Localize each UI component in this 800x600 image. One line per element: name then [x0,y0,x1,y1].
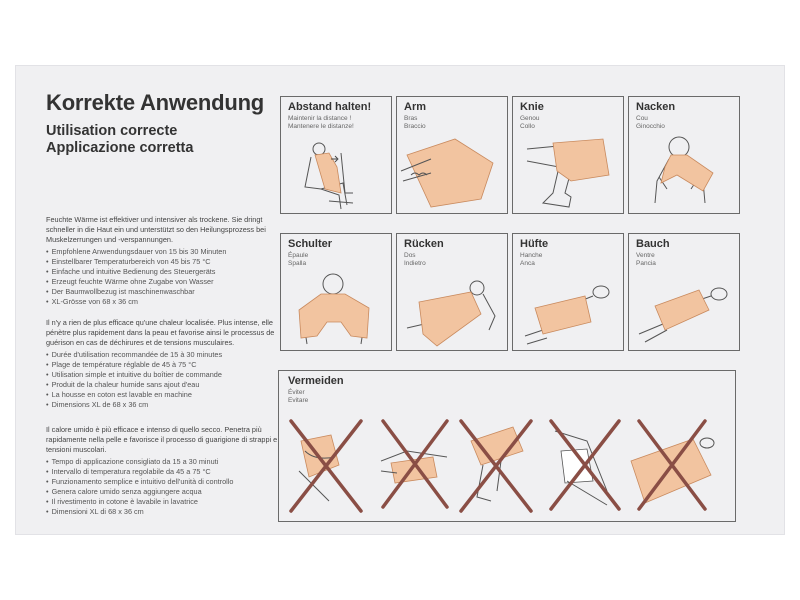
panel-label-french: Cou [636,115,648,122]
intro-paragraph: Il calore umido è più efficace e intenso di quello secco. Penetra più rapidamente nella pelle e favorisce il processo di guarigione di strappi e tensioni muscolari. [46,425,278,454]
list-item: • La housse en coton est lavable en machine [46,390,278,400]
list-item: • Intervallo di temperatura regolabile da 45 a 75 °C [46,467,278,477]
panel-label-italian: Anca [520,260,535,267]
panel-neck [628,96,740,214]
panel-hip [512,233,624,351]
feature-list [46,247,278,307]
feature-list [46,457,278,517]
list-item: • Dimensioni XL di 68 x 36 cm [46,507,278,517]
panel-label-italian: Pancia [636,260,656,267]
panel-keep-distance [280,96,392,214]
list-item: • Einstellbarer Temperaturbereich von 45 bis 75 °C [46,257,278,267]
avoid-figures-icon [279,371,737,523]
panel-label-french: Hanche [520,252,543,259]
panel-label-italian: Indietro [404,260,426,267]
feature-list [46,350,278,410]
list-item: • Genera calore umido senza aggiungere acqua [46,487,278,497]
panel-label-french: Éviter [288,389,305,396]
list-item: • XL-Grösse von 68 x 36 cm [46,297,278,307]
list-item: • Der Baumwollbezug ist maschinenwaschbar [46,287,278,297]
panel-label-french: Bras [404,115,418,122]
panel-title: Nacken [636,101,676,113]
list-item: • Plage de température réglable de 45 à 75 °C [46,360,278,370]
heading-german: Korrekte Anwendung [46,90,265,115]
panel-label-french: Épaule [288,252,309,259]
panel-title: Vermeiden [288,375,344,387]
text-block-german [46,215,278,307]
list-item: • Einfache und intuitive Bedienung des Steuergeräts [46,267,278,277]
heading-italian: Applicazione corretta [46,140,194,156]
panel-title: Arm [404,101,427,113]
panel-label-italian: Braccio [404,123,426,130]
text-block-italian [46,425,278,517]
list-item: • Utilisation simple et intuitive du boîtier de commande [46,370,278,380]
panel-title: Schulter [288,238,333,250]
intro-paragraph: Feuchte Wärme ist effektiver und intensiver als trockene. Sie dringt schneller in die Haut ein und unterstützt so den Heilungsprozess bei Muskelzerrungen und -verspannungen. [46,215,266,244]
panel-label-french: Maintenir la distance ! [288,115,352,122]
list-item: • Erzeugt feuchte Wärme ohne Zugabe von Wasser [46,277,278,287]
panel-label-french: Ventre [636,252,655,259]
panel-arm [396,96,508,214]
list-item: • Funzionamento semplice e intuitivo dell'unità di controllo [46,477,278,487]
list-item: • Tempo di applicazione consigliato da 15 a 30 minuti [46,457,278,467]
panel-knee [512,96,624,214]
panel-title: Abstand halten! [288,101,372,113]
panel-label-italian: Ginocchio [636,123,665,130]
panel-label-french: Genou [520,115,540,122]
panel-title: Hüfte [520,238,549,250]
panel-label-italian: Collo [520,123,535,130]
list-item: • Empfohlene Anwendungsdauer von 15 bis 30 Minuten [46,247,278,257]
text-block-french [46,318,278,410]
panel-title: Knie [520,101,544,113]
panel-label-italian: Mantenere le distanze! [288,123,354,130]
panel-title: Bauch [636,238,670,250]
list-item: • Dimensions XL de 68 x 36 cm [46,400,278,410]
heading-french: Utilisation correcte [46,123,178,139]
list-item: • Il rivestimento in cotone è lavabile in lavatrice [46,497,278,507]
panel-belly [628,233,740,351]
panel-label-italian: Evitare [288,397,309,404]
panel-title: Rücken [404,238,444,250]
panel-avoid [278,370,736,522]
list-item: • Produit de la chaleur humide sans ajout d'eau [46,380,278,390]
intro-paragraph: Il n'y a rien de plus efficace qu'une chaleur localisée. Plus intense, elle pénètre plus rapidement dans la peau et favorise ainsi le processus de guérison en cas de déchirures et de tensions musculaires. [46,318,275,347]
panel-back [396,233,508,351]
panel-label-italian: Spalla [288,260,307,267]
list-item: • Durée d'utilisation recommandée de 15 à 30 minutes [46,350,278,360]
panel-shoulder [280,233,392,351]
panel-label-french: Dos [404,252,416,259]
